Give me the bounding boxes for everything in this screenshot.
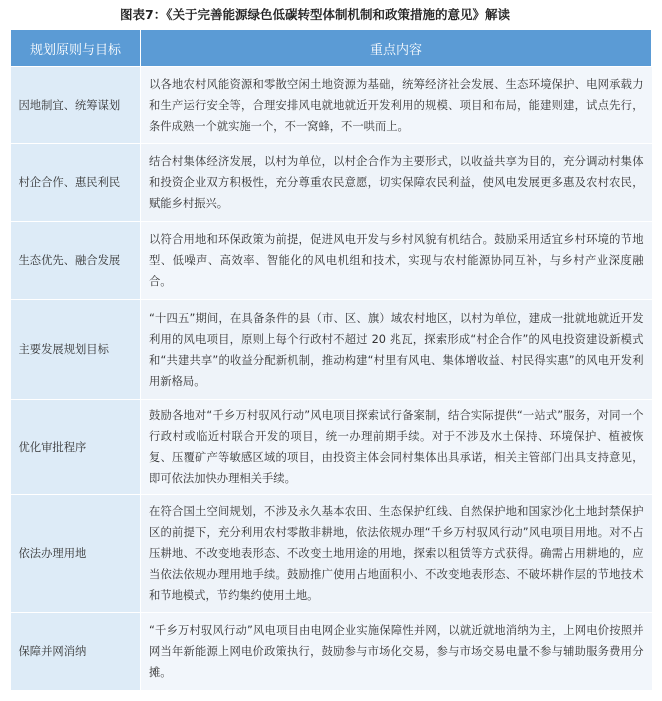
row-content: 结合村集体经济发展，以村为单位，以村企合作为主要形式，以收益共享为目的，充分调动村集体和投资企业双方积极性，充分尊重农民意愿，切实保障农民利益，使风电发展更多惠及农村农民，赋能乡村振兴。 [141,144,652,222]
header-goal: 规划原则与目标 [11,30,141,67]
row-content: “千乡万村驭风行动”风电项目由电网企业实施保障性并网，以就近就地消纳为主，上网电价按照并网当年新能源上网电价政策执行，鼓励参与市场化交易，参与市场交易电量不参与辅助服务费用分摊。 [141,613,652,691]
figure-title: 图表7：《关于完善能源绿色低碳转型体制机制和政策措施的意见》解读 [120,7,510,22]
row-content: 以各地农村风能资源和零散空闲土地资源为基础，统筹经济社会发展、生态环境保护、电网承载力和生产运行安全等，合理安排风电就地就近开发利用的规模、项目和布局，能建则建，试点先行，条件成熟一个就实施一个，不一窝蜂，不一哄而上。 [141,67,652,144]
row-goal: 主要发展规划目标 [11,300,141,400]
header-content: 重点内容 [141,30,652,67]
table-row [11,495,652,613]
table-row [11,400,652,495]
table-header-row [11,30,652,67]
row-goal: 因地制宜、统筹谋划 [11,67,141,144]
policy-table [10,29,652,691]
table-row [11,613,652,691]
row-content: “十四五”期间，在具备条件的县（市、区、旗）域农村地区，以村为单位，建成一批就地就近开发利用的风电项目，原则上每个行政村不超过 20 兆瓦，探索形成“村企合作”的风电投资建设新模式和“共建共享”的收益分配新机制，推动构建“村里有风电、集体增收益、村民得实惠”的风电开发利用新格局。 [141,300,652,400]
table-row [11,300,652,400]
row-goal: 生态优先、融合发展 [11,222,141,300]
table-row [11,144,652,222]
row-goal: 保障并网消纳 [11,613,141,691]
row-goal: 优化审批程序 [11,400,141,495]
row-content: 以符合用地和环保政策为前提，促进风电开发与乡村风貌有机结合。鼓励采用适宜乡村环境的节地型、低噪声、高效率、智能化的风电机组和技术，实现与农村能源协同互补，与乡村产业深度融合。 [141,222,652,300]
row-content: 鼓励各地对“千乡万村驭风行动”风电项目探索试行备案制，结合实际提供“一站式”服务，对同一个行政村或临近村联合开发的项目，统一办理前期手续。对于不涉及水土保持、环境保护、植被恢复、压覆矿产等敏感区域的项目，由投资主体会同村集体出具承诺，相关主管部门出具支持意见，即可依法加快办理相关手续。 [141,400,652,495]
row-content: 在符合国土空间规划，不涉及永久基本农田、生态保护红线、自然保护地和国家沙化土地封禁保护区的前提下，充分利用农村零散非耕地，依法依规办理“千乡万村驭风行动”风电项目用地。对不占压耕地、不改变地表形态、不改变土地用途的用地，探索以租赁等方式获得。确需占用耕地的，应当依法依规办理用地手续。鼓励推广使用占地面积小、不改变地表形态、不破坏耕作层的节地技术和节地模式，节约集约使用土地。 [141,495,652,613]
row-goal: 依法办理用地 [11,495,141,613]
table-row [11,67,652,144]
table-row [11,222,652,300]
row-goal: 村企合作、惠民利民 [11,144,141,222]
